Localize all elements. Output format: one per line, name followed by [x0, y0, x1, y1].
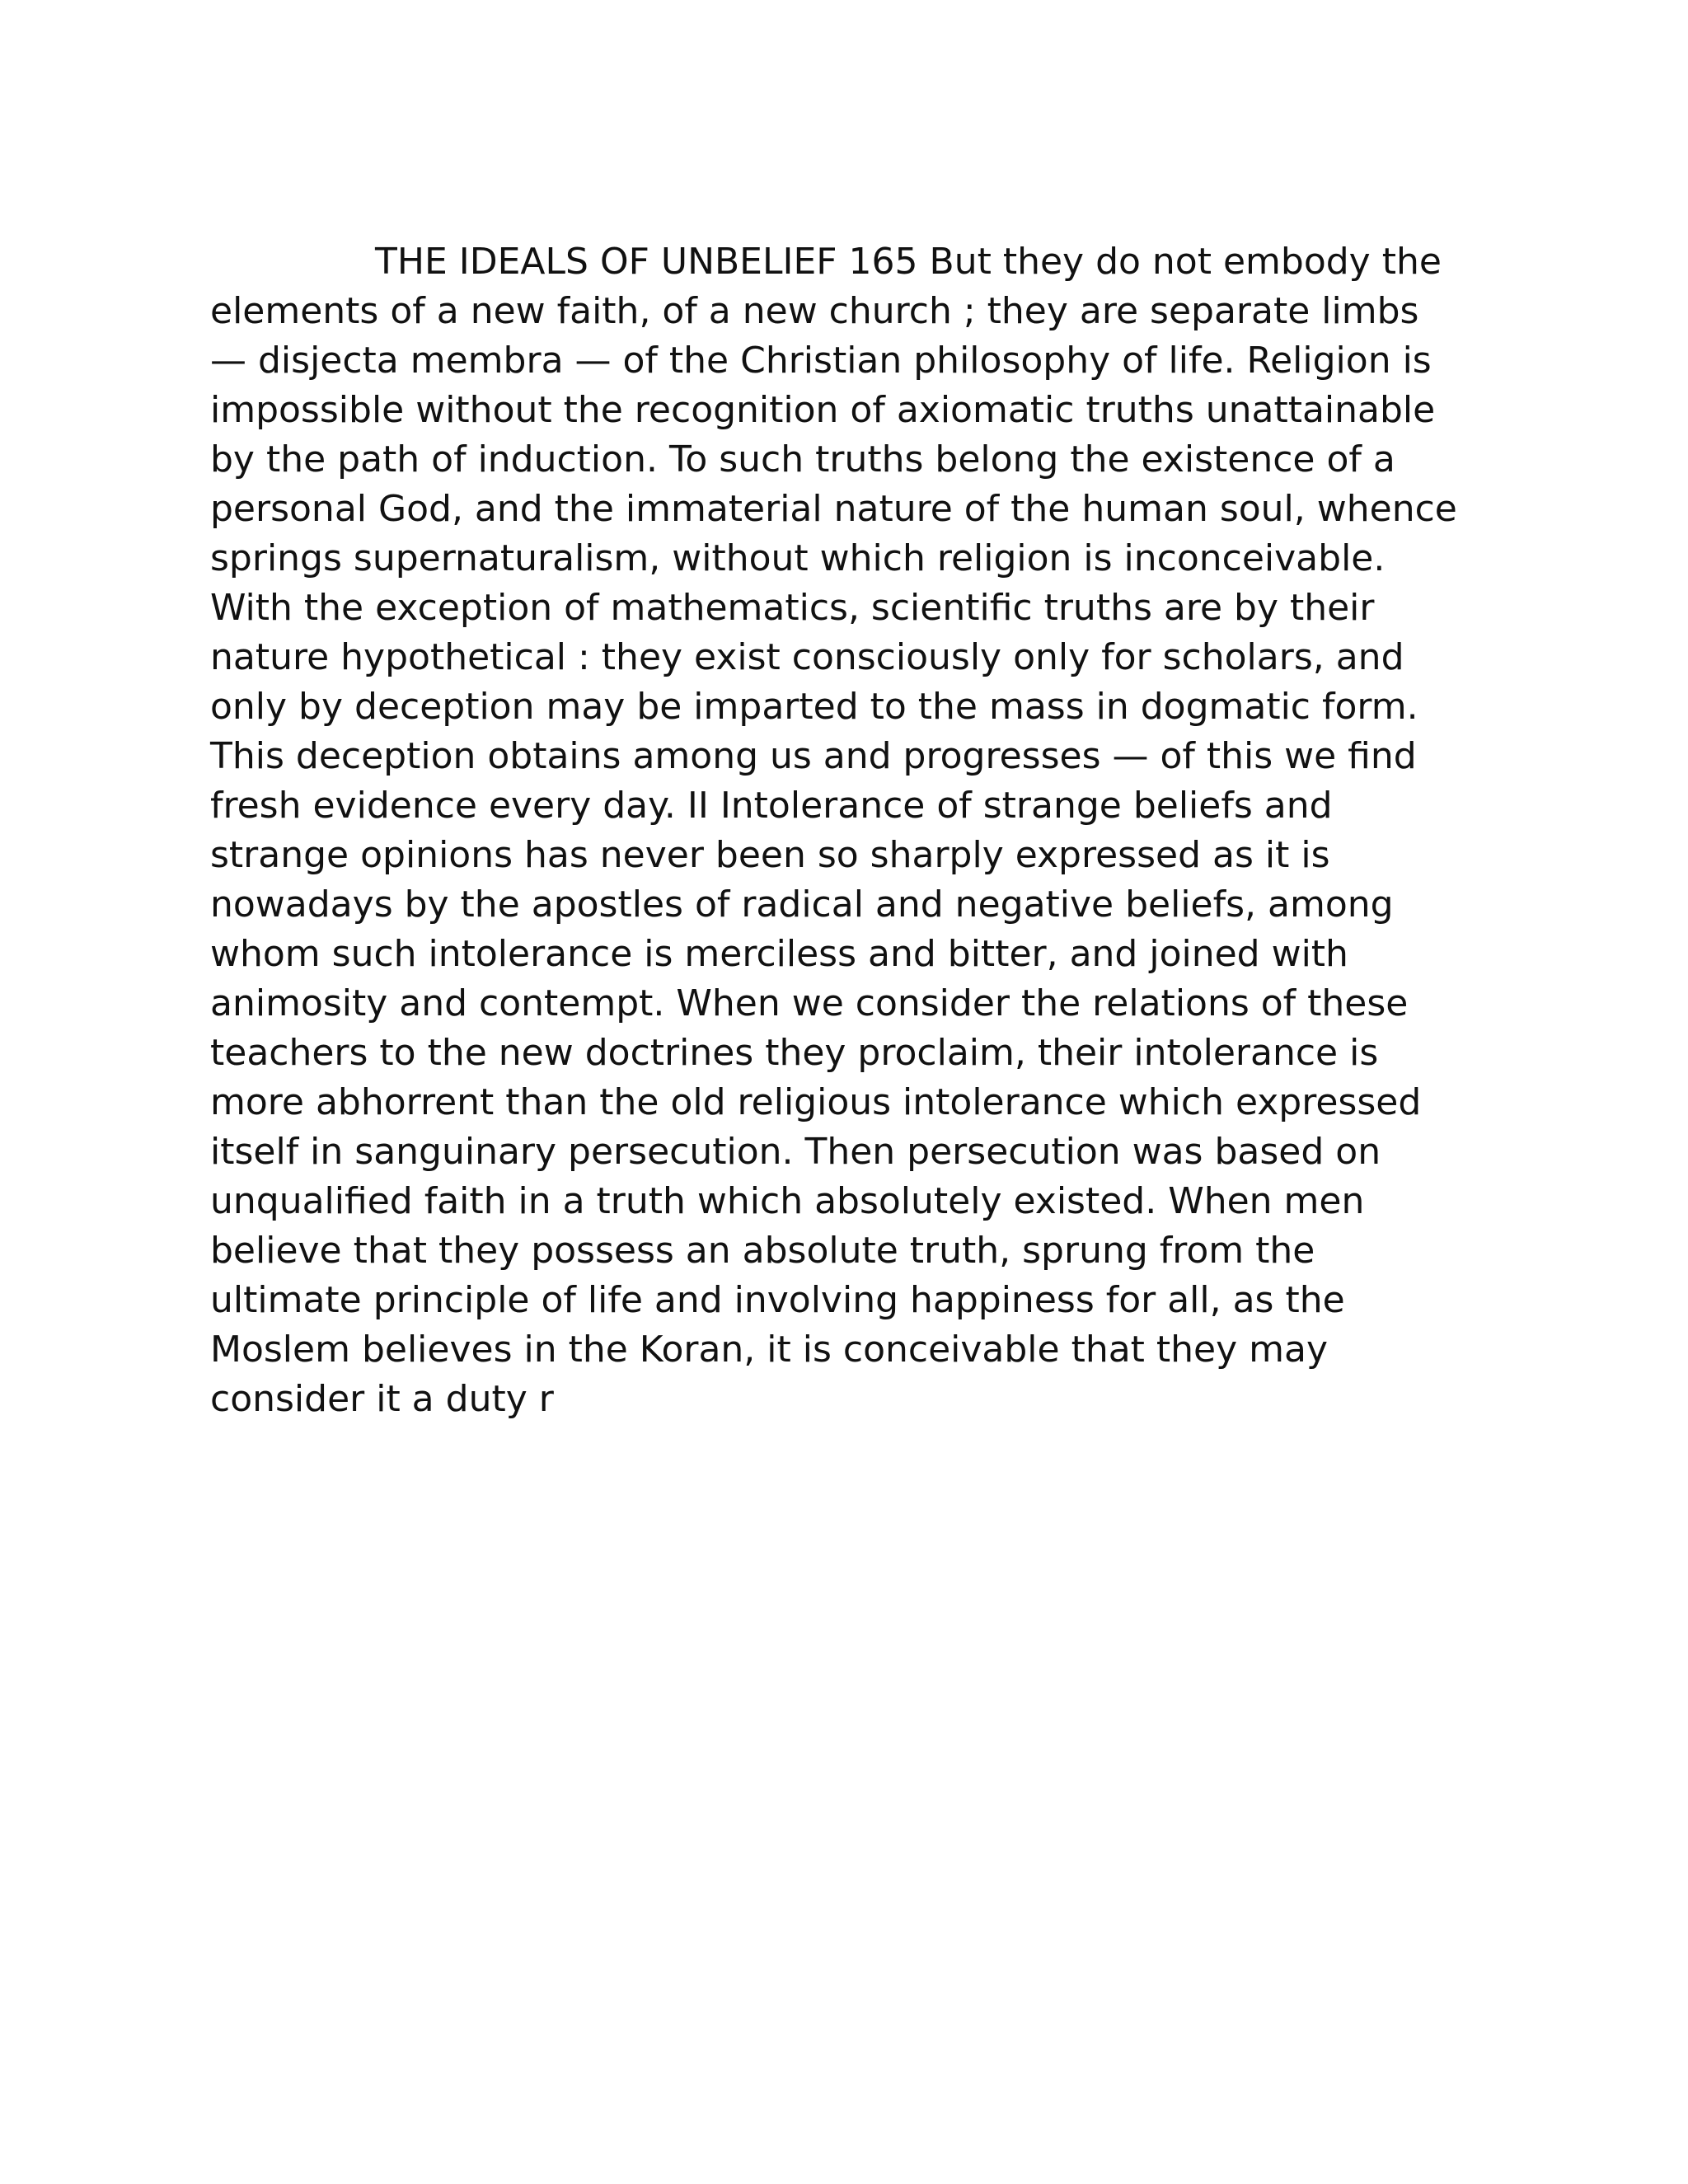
text-line: by the path of induction. To such truths belong the existence of a	[210, 438, 1395, 480]
text-line: Moslem believes in the Koran, it is conceivable that they may	[210, 1329, 1329, 1371]
text-line: nature hypothetical : they exist consciously only for scholars, and	[210, 636, 1404, 678]
text-line: THE IDEALS OF UNBELIEF 165 But they do not embody the	[375, 241, 1442, 283]
text-line: teachers to the new doctrines they proclaim, their intolerance is	[210, 1032, 1379, 1074]
text-line: This deception obtains among us and progresses — of this we find	[210, 735, 1417, 777]
text-line: whom such intolerance is merciless and bitter, and joined with	[210, 933, 1348, 975]
text-line: personal God, and the immaterial nature of the human soul, whence	[210, 488, 1457, 530]
text-line: springs supernaturalism, without which religion is inconceivable.	[210, 537, 1386, 579]
text-line: ultimate principle of life and involving happiness for all, as the	[210, 1279, 1345, 1321]
text-line: — disjecta membra — of the Christian philosophy of life. Religion is	[210, 340, 1432, 382]
text-line: With the exception of mathematics, scientific truths are by their	[210, 587, 1375, 629]
text-line: animosity and contempt. When we consider the relations of these	[210, 982, 1409, 1024]
text-line: consider it a duty r	[210, 1378, 554, 1420]
text-line: unqualified faith in a truth which absolutely existed. When men	[210, 1180, 1365, 1222]
text-line: more abhorrent than the old religious intolerance which expressed	[210, 1081, 1422, 1123]
text-line: only by deception may be imparted to the mass in dogmatic form.	[210, 686, 1418, 728]
text-line: strange opinions has never been so sharply expressed as it is	[210, 834, 1330, 876]
text-line: nowadays by the apostles of radical and negative beliefs, among	[210, 883, 1394, 926]
text-line: believe that they possess an absolute truth, sprung from the	[210, 1230, 1315, 1272]
text-line: itself in sanguinary persecution. Then persecution was based on	[210, 1131, 1381, 1173]
text-line: fresh evidence every day. II Intolerance of strange beliefs and	[210, 785, 1333, 827]
text-line: impossible without the recognition of axiomatic truths unattainable	[210, 389, 1436, 431]
text-line: elements of a new faith, of a new church ; they are separate limbs	[210, 290, 1419, 332]
body-text	[210, 237, 1496, 1424]
